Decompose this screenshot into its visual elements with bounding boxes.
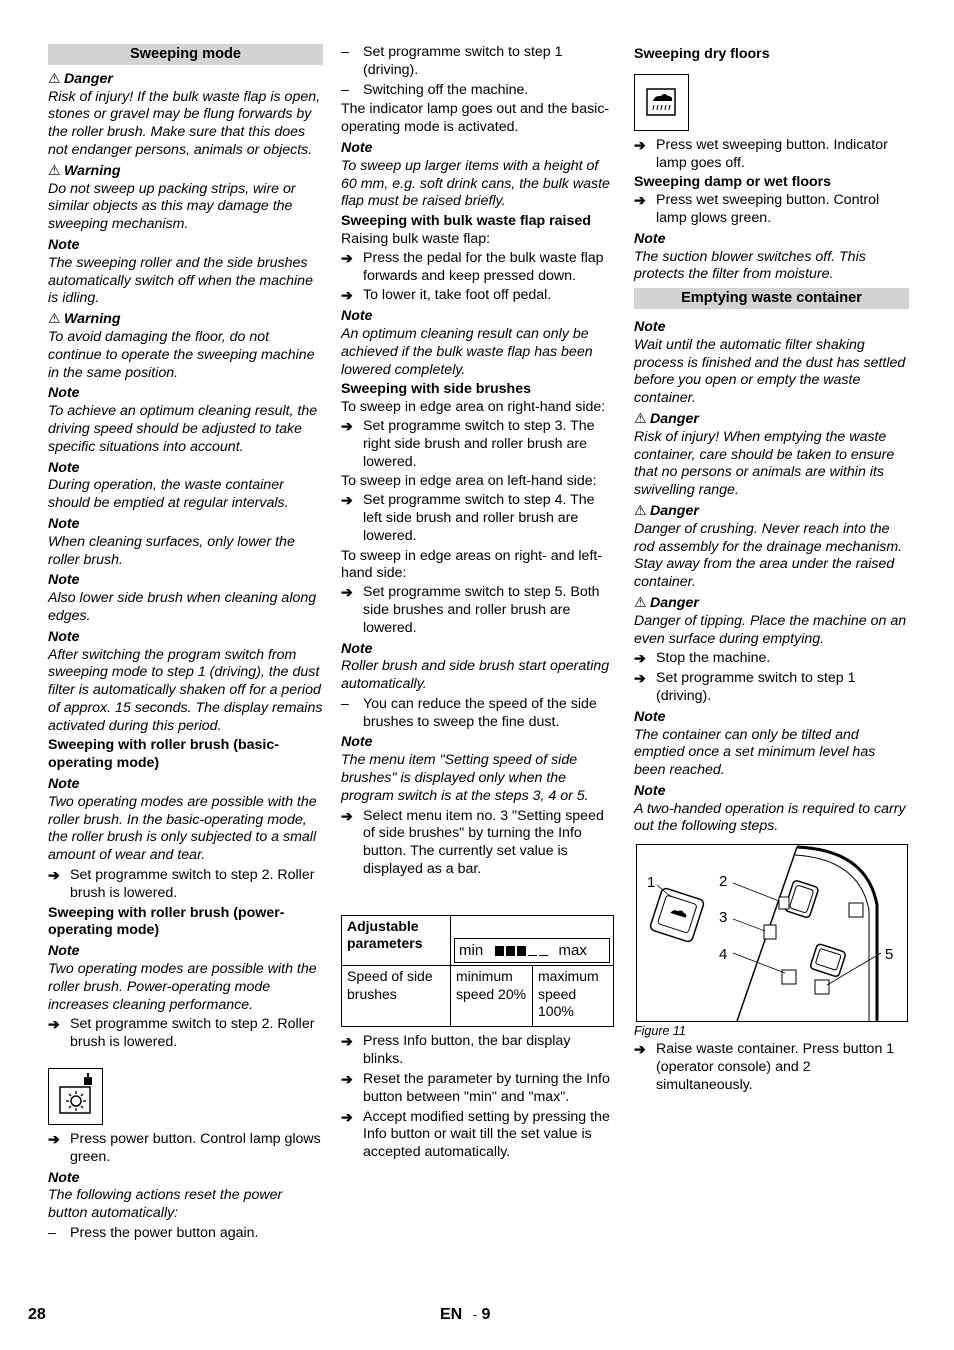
dash-item: – Switching off the machine. <box>341 81 529 98</box>
bar-segments <box>495 942 550 960</box>
paragraph: The indicator lamp goes out and the basic-operating mode is activated. <box>341 101 610 136</box>
note-heading: Note <box>48 515 80 532</box>
footer-language: EN - 9 <box>440 1306 491 1323</box>
note-heading: Note <box>341 640 373 657</box>
bar-segment-filled <box>506 946 515 956</box>
note-text: The container can only be tilted and emptied once a set minimum level has been reached. <box>634 726 876 779</box>
dash-item: – You can reduce the speed of the side brushes to sweep the fine dust. <box>341 695 597 730</box>
note-heading: Note <box>48 572 80 589</box>
subheading-basic-mode: Sweeping with roller brush (basic-operating mode) <box>48 737 279 772</box>
warning-text: To avoid damaging the floor, do not continue to operate the sweeping machine in the same position. <box>48 328 315 381</box>
paragraph: To sweep in edge area on right-hand side: <box>341 399 606 416</box>
arrow-bullet-icon: ➔ <box>341 807 353 824</box>
note-heading: Note <box>341 139 373 156</box>
note-text: The following actions reset the power button automatically: <box>48 1187 283 1222</box>
note-text: The suction blower switches off. This protects the filter from moisture. <box>634 248 866 283</box>
note-text: After switching the program switch from sweeping mode to step 1 (driving), the dust filter is automatically shaken off for a period of approx. 15 seconds. The display remains activated during this period. <box>48 646 323 734</box>
danger-heading: ⚠ Danger <box>634 502 699 519</box>
note-text: Two operating modes are possible with the roller brush. Power-operating mode increases cleaning performance. <box>48 961 317 1013</box>
section-heading-sweeping-mode: Sweeping mode <box>48 44 323 65</box>
table-header-cell: Adjustable parameters <box>342 915 451 966</box>
note-heading: Note <box>48 776 80 793</box>
arrow-bullet-icon: ➔ <box>341 492 353 509</box>
note-heading: Note <box>48 236 80 253</box>
instruction-step: ➔ Reset the parameter by turning the Info button between "min" and "max". <box>341 1070 610 1105</box>
note-text: To sweep up larger items with a height of 60 mm, e.g. soft drink cans, the bulk waste flap must be raised briefly. <box>341 157 610 210</box>
speed-bar-display <box>454 938 610 964</box>
bar-segment-filled <box>517 946 526 956</box>
note-heading: Note <box>634 318 666 335</box>
warning-triangle-icon: ⚠ <box>48 162 61 179</box>
power-button-icon <box>48 1068 103 1125</box>
figure-label-5: 5 <box>885 946 894 964</box>
bar-segment-filled <box>495 946 504 956</box>
arrow-bullet-icon: ➔ <box>634 670 646 687</box>
note-heading: Note <box>48 628 80 645</box>
instruction-step: ➔ Set programme switch to step 1 (driving). <box>634 670 856 704</box>
bar-display-cell <box>451 915 614 966</box>
bar-segment-empty <box>528 945 537 956</box>
note-text: Two operating modes are possible with the roller brush. In the basic-operating mode, the roller brush is only subjected to a small amount of wear and tear. <box>48 793 317 864</box>
figure-caption: Figure 11 <box>634 1024 686 1039</box>
instruction-step: ➔ Stop the machine. <box>634 650 771 667</box>
instruction-step: ➔ Press Info button, the bar display blinks. <box>341 1033 571 1068</box>
note-text: Wait until the automatic filter shaking process is finished and the dust has settled before you open or empty the waste container. <box>634 336 906 407</box>
arrow-bullet-icon: ➔ <box>48 1131 60 1148</box>
danger-text: Risk of injury! When emptying the waste container, care should be taken to ensure that no persons or animals are within its swivelling range. <box>634 428 895 499</box>
column-left <box>48 44 323 1245</box>
figure-label-1: 1 <box>647 874 656 892</box>
note-heading: Note <box>48 459 80 476</box>
arrow-bullet-icon: ➔ <box>48 1016 60 1033</box>
arrow-bullet-icon: ➔ <box>634 650 646 667</box>
instruction-step: ➔ Select menu item no. 3 "Setting speed of side brushes" by turning the Info button. The currently set value is displayed as a bar. <box>341 807 604 878</box>
note-heading: Note <box>48 385 80 402</box>
note-text: During operation, the waste container should be emptied at regular intervals. <box>48 477 289 512</box>
warning-triangle-icon: ⚠ <box>634 410 647 427</box>
subheading-power-mode: Sweeping with roller brush (power-operating mode) <box>48 904 285 939</box>
instruction-step: ➔ Press wet sweeping button. Indicator lamp goes off. <box>634 136 888 171</box>
subheading-dry-floors: Sweeping dry floors <box>634 46 770 62</box>
section-heading-emptying-waste-container: Emptying waste container <box>634 288 909 309</box>
danger-heading: ⚠ Danger <box>634 410 699 427</box>
note-heading: Note <box>634 782 666 799</box>
paragraph: Raising bulk waste flap: <box>341 230 491 247</box>
warning-text: Do not sweep up packing strips, wire or similar objects as this may damage the sweeping mechanism. <box>48 180 296 233</box>
page-number: 28 <box>28 1306 46 1323</box>
note-text: When cleaning surfaces, only lower the roller brush. <box>48 533 295 568</box>
note-heading: Note <box>341 734 373 751</box>
arrow-bullet-icon: ➔ <box>341 584 353 601</box>
warning-triangle-icon: ⚠ <box>48 311 61 328</box>
warning-triangle-icon: ⚠ <box>634 502 647 519</box>
note-text: Roller brush and side brush start operating automatically. <box>341 658 610 693</box>
note-text: The sweeping roller and the side brushes automatically switch off when the machine is idling. <box>48 254 313 307</box>
subheading-bulk-waste-flap: Sweeping with bulk waste flap raised <box>341 213 591 230</box>
table-row-label: Speed of side brushes <box>342 966 451 1027</box>
table-cell-max: maximum speed 100% <box>533 966 614 1027</box>
instruction-step: ➔ Raise waste container. Press button 1 (operator console) and 2 simultaneously. <box>634 1041 895 1093</box>
instruction-step: ➔ Set programme switch to step 2. Roller brush is lowered. <box>48 1016 315 1051</box>
warning-heading: ⚠ Warning <box>48 311 121 328</box>
instruction-step: ➔ Set programme switch to step 3. The right side brush and roller brush are lowered. <box>341 417 595 470</box>
figure-label-2: 2 <box>719 873 728 891</box>
subheading-wet-floors: Sweeping damp or wet floors <box>634 174 832 191</box>
arrow-bullet-icon: ➔ <box>341 249 353 266</box>
note-text: The menu item "Setting speed of side brushes" is displayed only when the program switch is at the steps 3, 4 or 5. <box>341 752 589 804</box>
column-right <box>634 44 909 1096</box>
instruction-step: ➔ Set programme switch to step 4. The left side brush and roller brush are lowered. <box>341 492 595 544</box>
wet-sweeping-button-icon <box>634 74 689 131</box>
danger-heading: ⚠ Danger <box>634 594 699 611</box>
arrow-bullet-icon: ➔ <box>634 192 646 209</box>
bar-max-label: max <box>558 941 587 959</box>
dash-item: – Set programme switch to step 1 (driving). <box>341 44 563 78</box>
paragraph: To sweep in edge areas on right- and left-hand side: <box>341 547 603 582</box>
note-heading: Note <box>48 943 80 960</box>
note-heading: Note <box>48 1169 80 1186</box>
warning-triangle-icon: ⚠ <box>634 594 647 611</box>
instruction-step: ➔ To lower it, take foot off pedal. <box>341 287 552 304</box>
figure-11-operator-console <box>636 844 908 1022</box>
instruction-step: ➔ Accept modified setting by pressing the Info button or wait till the set value is accepted automatically. <box>341 1108 610 1161</box>
note-text: A two-handed operation is required to carry out the following steps. <box>634 800 906 835</box>
warning-triangle-icon: ⚠ <box>48 70 61 87</box>
note-text: To achieve an optimum cleaning result, the driving speed should be adjusted to take specific situations into account. <box>48 403 318 455</box>
danger-text: Danger of tipping. Place the machine on an even surface during emptying. <box>634 612 907 647</box>
paragraph: To sweep in edge area on left-hand side: <box>341 473 597 490</box>
instruction-step: ➔ Set programme switch to step 5. Both side brushes and roller brush are lowered. <box>341 584 600 636</box>
table-cell-min: minimum speed 20% <box>451 966 533 1027</box>
note-text: An optimum cleaning result can only be achieved if the bulk waste flap has been lowered completely. <box>341 325 593 378</box>
note-text: Also lower side brush when cleaning along edges. <box>48 590 317 624</box>
warning-heading: ⚠ Warning <box>48 162 121 179</box>
column-middle <box>341 44 614 1164</box>
arrow-bullet-icon: ➔ <box>634 136 646 153</box>
bar-segment-empty <box>539 945 548 956</box>
instruction-step: ➔ Press power button. Control lamp glows green. <box>48 1131 321 1165</box>
note-heading: Note <box>634 230 666 247</box>
arrow-bullet-icon: ➔ <box>341 417 353 434</box>
arrow-bullet-icon: ➔ <box>341 1108 353 1125</box>
danger-heading: ⚠ Danger <box>48 70 113 87</box>
figure-label-4: 4 <box>719 946 728 964</box>
instruction-step: ➔ Press the pedal for the bulk waste flap forwards and keep pressed down. <box>341 249 604 284</box>
arrow-bullet-icon: ➔ <box>48 867 60 884</box>
danger-text: Danger of crushing. Never reach into the rod assembly for the drainage mechanism. Stay away from the area under the raised container. <box>634 520 903 591</box>
parameter-table <box>341 915 614 1028</box>
figure-label-3: 3 <box>719 909 728 927</box>
arrow-bullet-icon: ➔ <box>341 287 353 304</box>
dash-item: – Press the power button again. <box>48 1225 259 1242</box>
danger-text: Risk of injury! If the bulk waste flap is open, stones or gravel may be flung forwards by the roller brush. Make sure that this does not endanger persons, animals or objects. <box>48 88 321 158</box>
note-heading: Note <box>634 708 666 725</box>
arrow-bullet-icon: ➔ <box>341 1070 353 1087</box>
arrow-bullet-icon: ➔ <box>634 1041 646 1058</box>
bar-min-label: min <box>459 941 484 959</box>
subheading-side-brushes: Sweeping with side brushes <box>341 381 531 398</box>
note-heading: Note <box>341 308 373 325</box>
instruction-step: ➔ Press wet sweeping button. Control lamp glows green. <box>634 192 880 226</box>
instruction-step: ➔ Set programme switch to step 2. Roller brush is lowered. <box>48 867 315 901</box>
arrow-bullet-icon: ➔ <box>341 1033 353 1050</box>
